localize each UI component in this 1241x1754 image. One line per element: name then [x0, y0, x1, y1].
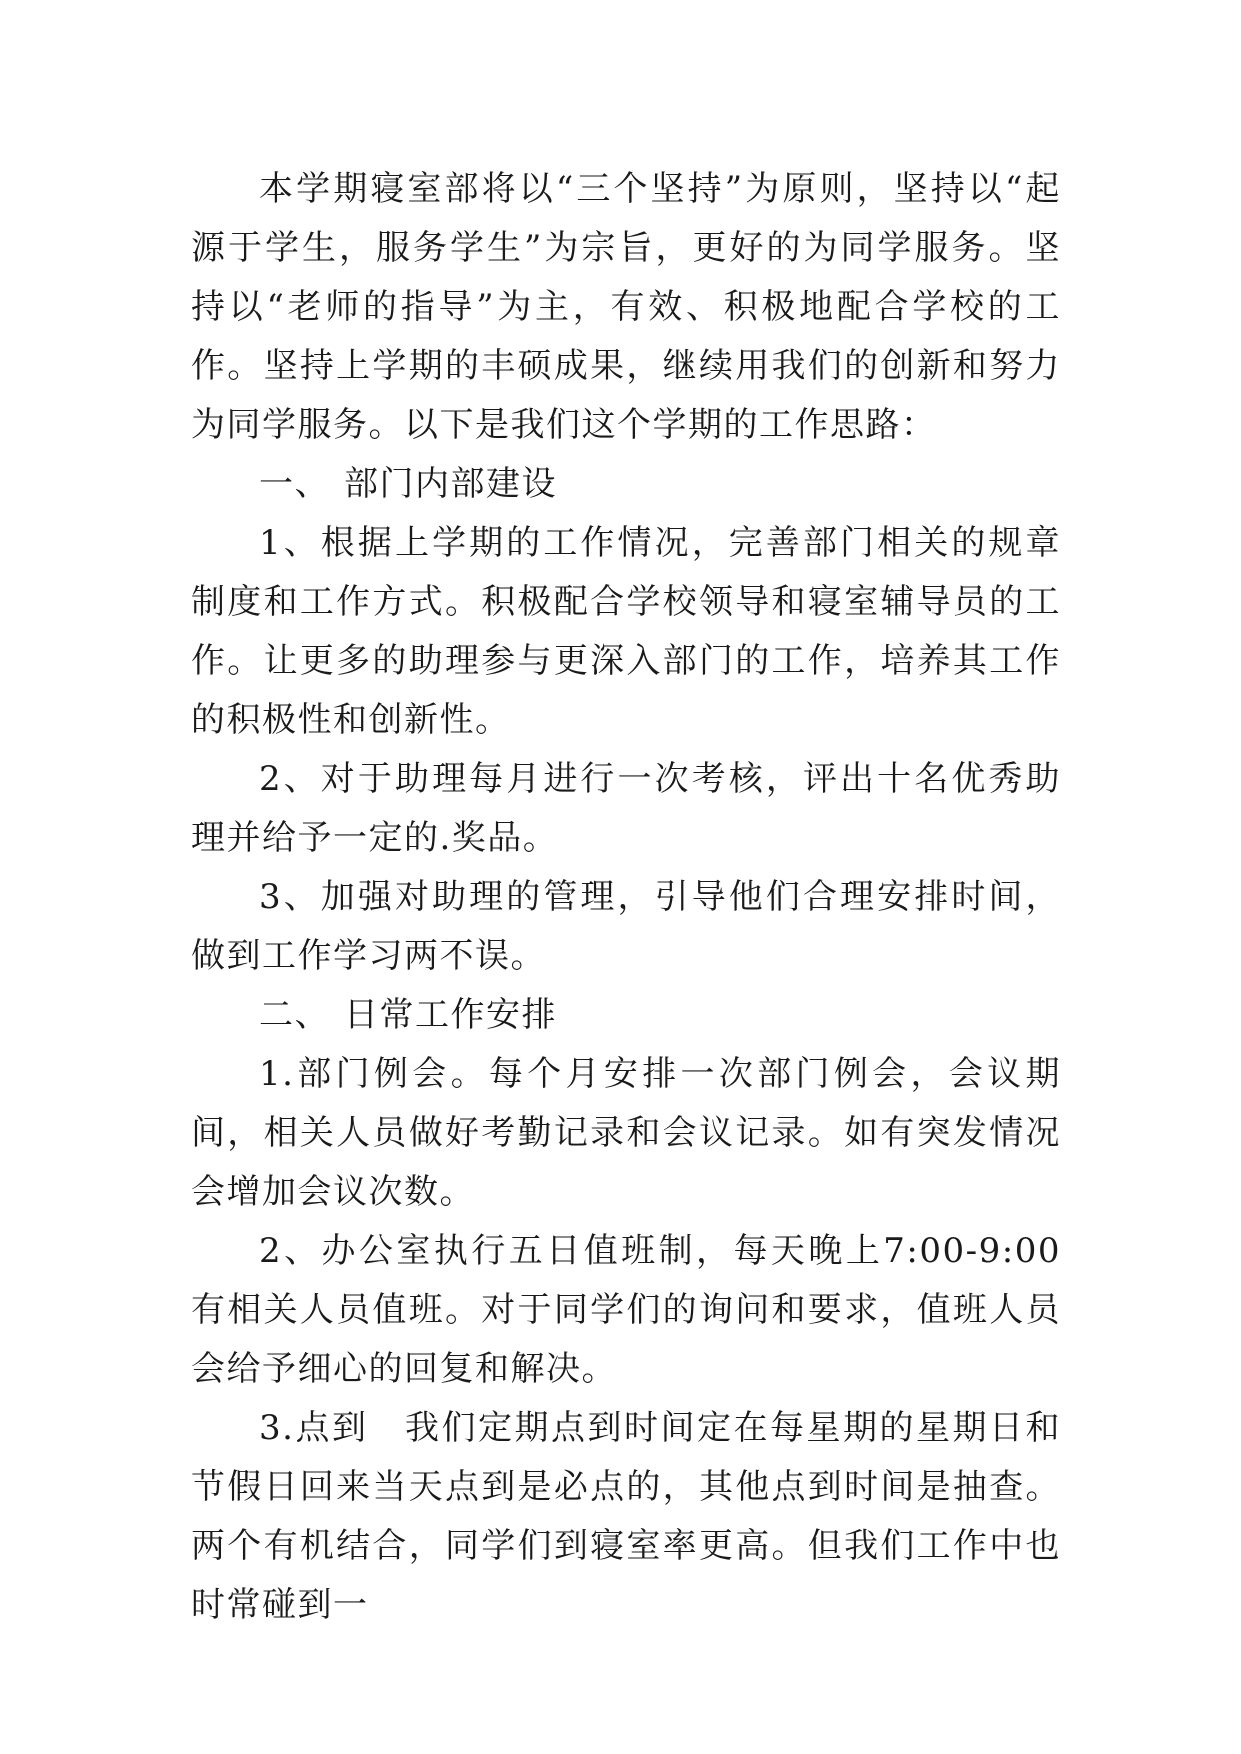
section-title: 部门内部建设: [344, 464, 557, 504]
section-number: 一、: [259, 464, 330, 504]
paragraph-2-3: 3.点到 我们定期点到时间定在每星期的星期日和节假日回来当天点到是必点的，其他点到时间是抽查。两个有机结合，同学们到寝室率更高。但我们工作中也时常碰到一: [191, 1408, 1061, 1625]
document-body: [191, 160, 1061, 1635]
section-title: 日常工作安排: [344, 995, 557, 1035]
paragraph-1-2: 2、对于助理每月进行一次考核，评出十名优秀助理并给予一定的.奖品。: [191, 759, 1061, 858]
paragraph-1-1: 1、根据上学期的工作情况，完善部门相关的规章制度和工作方式。积极配合学校领导和寝室辅导员的工作。让更多的助理参与更深入部门的工作，培养其工作的积极性和创新性。: [191, 523, 1061, 740]
paragraph-1-3: 3、加强对助理的管理，引导他们合理安排时间，做到工作学习两不误。: [191, 877, 1061, 976]
paragraph-2-2: 2、办公室执行五日值班制，每天晚上7:00-9:00有相关人员值班。对于同学们的询问和要求，值班人员会给予细心的回复和解决。: [191, 1231, 1061, 1389]
section-number: 二、: [259, 995, 330, 1035]
intro-paragraph: 本学期寝室部将以“三个坚持”为原则，坚持以“起源于学生，服务学生”为宗旨，更好的为同学服务。坚持以“老师的指导”为主，有效、积极地配合学校的工作。坚持上学期的丰硕成果，继续用我们的创新和努力为同学服务。以下是我们这个学期的工作思路：: [191, 169, 1061, 445]
paragraph-2-1: 1.部门例会。每个月安排一次部门例会，会议期间，相关人员做好考勤记录和会议记录。如有突发情况会增加会议次数。: [191, 1054, 1061, 1212]
section-heading-1: [191, 455, 1061, 514]
section-heading-2: [191, 986, 1061, 1045]
